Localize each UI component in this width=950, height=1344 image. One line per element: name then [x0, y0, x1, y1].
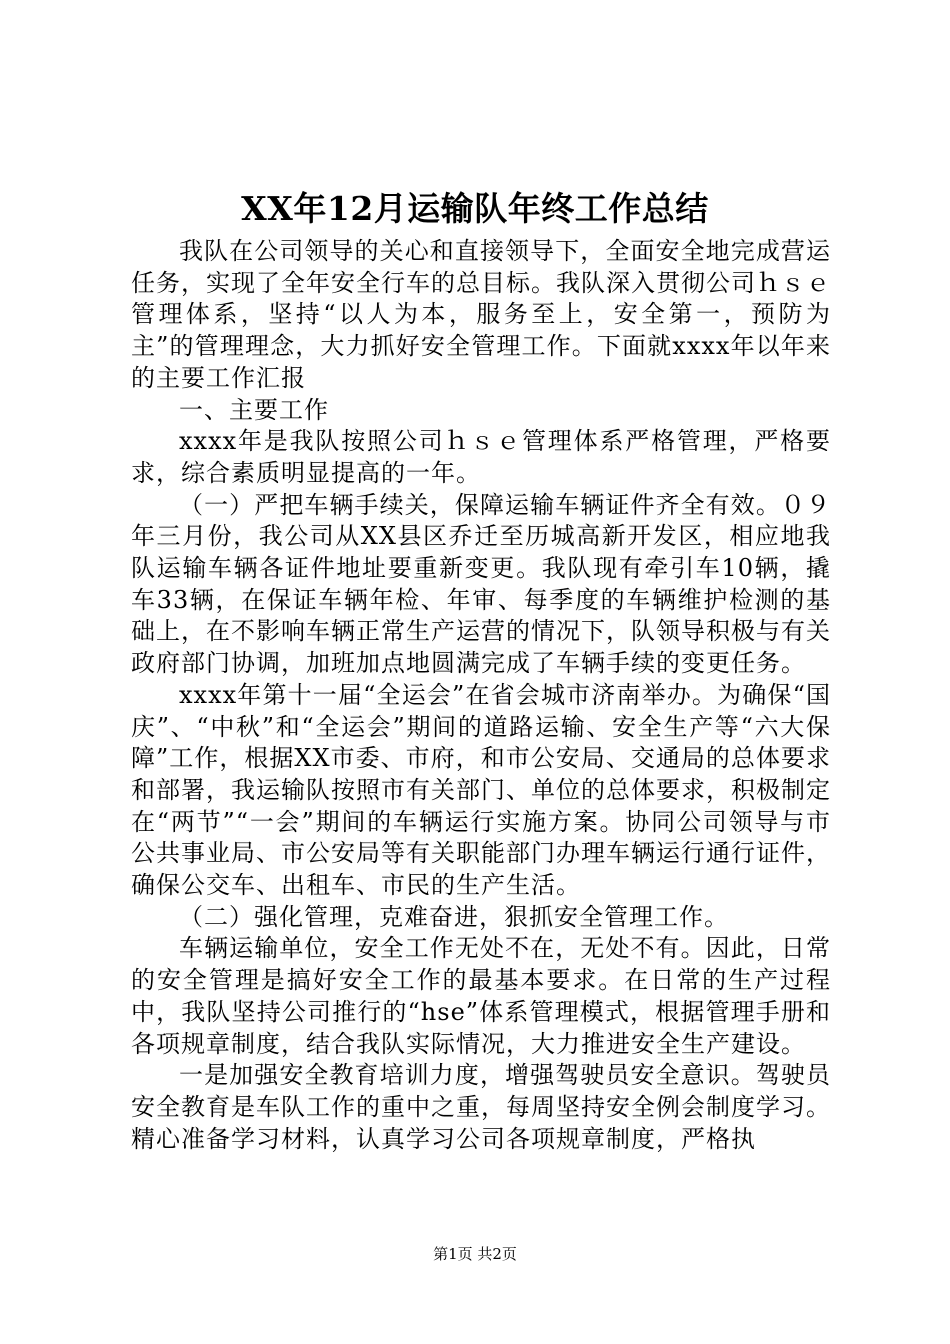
paragraph-safety-training: 一是加强安全教育培训力度，增强驾驶员安全意识。驾驶员安全教育是车队工作的重中之重，每周坚持安全例会制度学习。精心准备学习材料，认真学习公司各项规章制度，严格执 — [131, 1061, 831, 1153]
paragraph-national-games: xxxx年第十一届“全运会”在省会城市济南举办。为确保“国庆”、“中秋”和“全运会”期间的道路运输、安全生产等“六大保障”工作，根据XX市委、市府，和市公安局、交通局的总体要求和部署，我运输队按照市有关部门、单位的总体要求，积极制定在“两节”“一会”期间的车辆运行实施方案。协同公司领导与市公共事业局、市公安局等有关职能部门办理车辆运行通行证件，确保公交车、出租车、市民的生产生活。 — [131, 680, 831, 900]
page-footer: 第1页 共2页 — [433, 1245, 517, 1263]
paragraph-intro: 我队在公司领导的关心和直接领导下，全面安全地完成营运任务，实现了全年安全行车的总目标。我队深入贯彻公司ｈｓｅ管理体系，坚持“以人为本，服务至上，安全第一，预防为主”的管理理念，大力抓好安全管理工作。下面就xxxx年以年来的主要工作汇报 — [131, 237, 831, 392]
paragraph-vehicle-documents: （一）严把车辆手续关，保障运输车辆证件齐全有效。０９年三月份，我公司从XX县区乔迁至历城高新开发区，相应地我队运输车辆各证件地址要重新变更。我队现有牵引车10辆，撬车33辆，在保证车辆年检、年审、每季度的车辆维护检测的基础上，在不影响车辆正常生产运营的情况下，队领导积极与有关政府部门协调，加班加点地圆满完成了车辆手续的变更任务。 — [131, 490, 831, 678]
document-title: XX年12月运输队年终工作总结 — [241, 189, 709, 228]
paragraph-safety-work: 车辆运输单位，安全工作无处不在，无处不有。因此，日常的安全管理是搞好安全工作的最基本要求。在日常的生产过程中，我队坚持公司推行的“hse”体系管理模式，根据管理手册和各项规章制度，结合我队实际情况，大力推进安全生产建设。 — [131, 934, 831, 1058]
section-heading-safety-management: （二）强化管理，克难奋进，狠抓安全管理工作。 — [179, 902, 729, 931]
section-heading-main-work: 一、主要工作 — [179, 395, 329, 424]
paragraph-year-summary: xxxx年是我队按照公司ｈｓｅ管理体系严格管理，严格要求，综合素质明显提高的一年。 — [131, 427, 831, 487]
document-body — [131, 236, 831, 1155]
